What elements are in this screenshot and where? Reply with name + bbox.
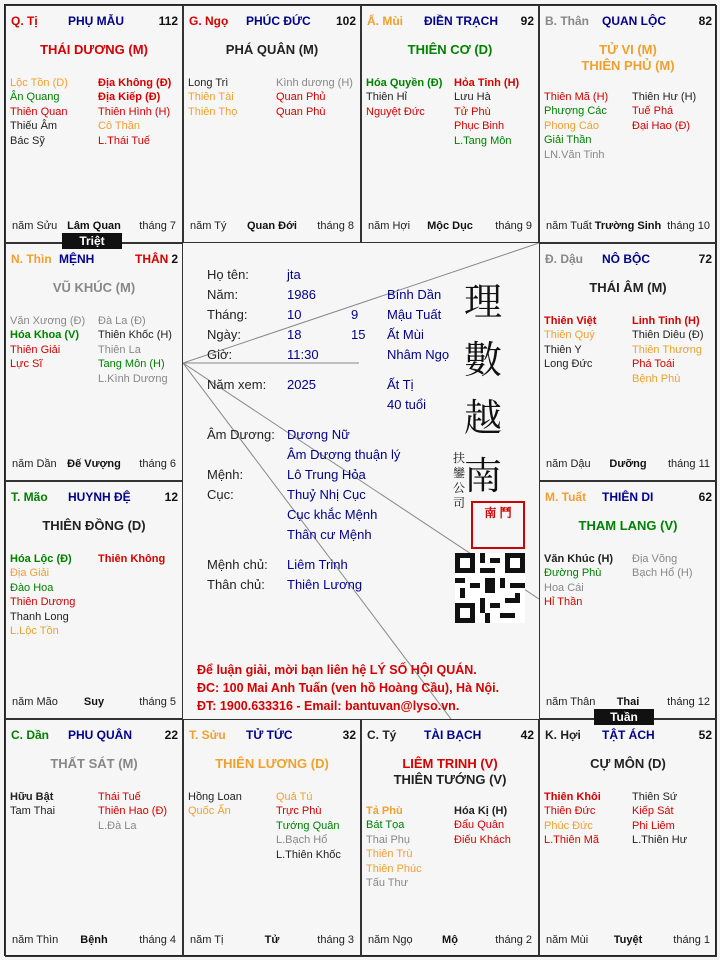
minor-star: L.Kình Dương: [98, 372, 168, 385]
cuc-value: Thuỷ Nhị Cục: [287, 487, 366, 502]
palace-month: tháng 1: [673, 934, 710, 946]
minor-star: Thai Phụ: [366, 833, 411, 846]
view-year-can: Ất Tị: [387, 377, 414, 392]
palace-life-stage: Tuyệt: [613, 934, 643, 946]
minor-star: Điếu Khách: [454, 833, 511, 846]
minor-star: Thiên Hỉ: [366, 91, 407, 104]
palace-branch: B. Thân: [545, 14, 589, 28]
day-can: Ất Mùi: [387, 327, 424, 342]
palace-life-stage: Tử: [264, 934, 280, 946]
minor-star: Thiên Sứ: [632, 791, 678, 803]
palace-month: tháng 6: [139, 458, 176, 470]
left-stars: [10, 790, 55, 819]
palace-branch: N. Thìn: [11, 252, 52, 266]
minor-star: Địa Võng: [632, 553, 678, 565]
minor-star: L.Thiên Mã: [544, 834, 600, 847]
cuc-note-2: Thân cư Mệnh: [287, 527, 372, 542]
calligraphy-char-4: 南: [463, 454, 502, 498]
minor-star: Địa Không (Đ): [98, 77, 172, 89]
main-star: THIÊN CƠ (D): [407, 42, 493, 57]
palace-tuat: [539, 481, 717, 719]
palace-name: TẬT ÁCH: [602, 728, 655, 742]
minor-star: L.Thái Tuế: [98, 134, 150, 147]
amduong-value: Dương Nữ: [287, 427, 350, 442]
minor-star: Lực Sĩ: [10, 358, 43, 371]
main-stars: [540, 756, 716, 772]
month-label: Tháng:: [207, 307, 248, 322]
minor-star: Long Đức: [544, 358, 593, 371]
minor-star: Hữu Bật: [10, 791, 54, 803]
minor-star: Thiếu Âm: [10, 120, 58, 133]
minor-star: Thiên Khốc (H): [98, 329, 172, 342]
palace-number: 12: [164, 490, 178, 504]
menh-label: Mệnh:: [207, 467, 244, 482]
minor-star: Thiên Dương: [10, 596, 76, 609]
day-lunar: 15: [351, 327, 366, 342]
palace-age-year: năm Hợi: [368, 220, 411, 232]
palace-header: [189, 14, 356, 30]
main-stars: [184, 42, 360, 58]
palace-branch: Ấ. Mùi: [367, 14, 403, 28]
palace-ty: [5, 5, 183, 243]
triet-badge: Triệt: [62, 233, 122, 249]
palace-month: tháng 2: [495, 934, 532, 946]
palace-month: tháng 8: [317, 220, 354, 232]
main-star: CỰ MÔN (D): [590, 756, 666, 771]
name-value: jta: [287, 267, 301, 282]
palace-branch: Đ. Dậu: [545, 252, 584, 266]
minor-star: Hoa Cái: [544, 581, 584, 594]
minor-star: Bạch Hổ (H): [632, 567, 693, 580]
palace-branch: M. Tuất: [545, 490, 587, 504]
calligraphy-char-1: 理: [463, 280, 502, 324]
palace-dau: [539, 243, 717, 481]
minor-star: Thiên Quan: [10, 105, 68, 118]
palace-header: [189, 728, 356, 744]
palace-header: [11, 728, 178, 744]
palace-ty2: [361, 719, 539, 957]
minor-star: Quả Tú: [276, 791, 313, 803]
minor-star: Tam Thai: [10, 805, 56, 818]
palace-thin: [5, 243, 183, 481]
palace-header: [367, 14, 534, 30]
main-star: VŨ KHÚC (M): [52, 280, 136, 295]
main-star: THẤT SÁT (M): [50, 756, 138, 771]
year-value: 1986: [287, 287, 316, 302]
contact-line-2: ĐC: 100 Mai Anh Tuấn (ven hồ Hoàng Cầu), Hà Nội.: [197, 681, 500, 695]
minor-star: Thiên Giải: [10, 343, 61, 356]
right-stars: [98, 76, 171, 148]
minor-star: Tử Phù: [454, 105, 491, 118]
minor-star: L.Bạch Hổ: [276, 834, 328, 847]
main-stars: [362, 756, 538, 788]
minor-star: Hóa Kị (H): [454, 805, 508, 817]
view-year-value: 2025: [287, 377, 316, 392]
hour-can: Nhâm Ngọ: [387, 347, 450, 362]
right-stars: [98, 790, 167, 833]
minor-star: Phi Liêm: [632, 819, 675, 832]
contact-line-1: Để luận giải, mời bạn liên hệ LÝ SỐ HỘI QUÁN.: [197, 663, 477, 677]
palace-footer: [362, 220, 538, 234]
right-stars: [632, 552, 693, 581]
palace-number: 32: [342, 728, 356, 742]
minor-star: Lộc Tồn (D): [10, 77, 68, 89]
minor-star: Thiên La: [98, 343, 141, 356]
palace-mao: [5, 481, 183, 719]
menhchu-label: Mệnh chủ:: [207, 557, 268, 572]
minor-star: Tả Phù: [366, 805, 403, 817]
palace-header: [545, 490, 712, 506]
minor-star: Thiên Phúc: [366, 862, 422, 875]
minor-star: Hóa Lộc (Đ): [10, 553, 72, 565]
left-stars: [366, 76, 442, 119]
left-stars: [10, 76, 68, 148]
main-stars: [540, 42, 716, 74]
palace-age-year: năm Tị: [190, 934, 224, 946]
palace-footer: [540, 934, 716, 948]
palace-month: tháng 10: [667, 220, 710, 232]
day-label: Ngày:: [207, 327, 241, 342]
palace-branch: C. Tý: [367, 728, 397, 742]
minor-star: Văn Khúc (H): [544, 553, 614, 565]
cuc-label: Cục:: [207, 487, 234, 502]
calligraphy-char-2: 數: [463, 338, 502, 382]
palace-branch: K. Hợi: [545, 728, 581, 742]
minor-star: Đại Hao (Đ): [632, 119, 691, 132]
minor-star: Thái Tuế: [98, 791, 141, 803]
minor-star: Quan Phù: [276, 105, 326, 118]
month-lunar: 9: [351, 307, 359, 322]
palace-footer: [6, 458, 182, 472]
minor-star: Hóa Khoa (V): [10, 329, 80, 342]
palace-footer: [184, 220, 360, 234]
calligraphy-char-3: 越: [463, 396, 502, 440]
small-vertical-chars: 扶 鑾 公 司: [453, 451, 466, 510]
palace-header: [545, 728, 712, 744]
minor-star: Thiên Không: [98, 553, 166, 565]
minor-star: Tuế Phá: [632, 105, 674, 118]
palace-life-stage: Đế Vượng: [67, 458, 121, 470]
minor-star: Thiên Tài: [188, 91, 234, 104]
minor-star: Bát Tọa: [366, 819, 405, 832]
month-value: 10: [287, 307, 302, 322]
palace-footer: [6, 934, 182, 948]
minor-star: Hỉ Thần: [544, 596, 583, 609]
hour-value: 11:30: [287, 347, 319, 362]
month-can: Mậu Tuất: [387, 307, 442, 322]
year-label: Năm:: [207, 287, 239, 302]
palace-footer: [540, 458, 716, 472]
palace-branch: G. Ngọ: [189, 14, 229, 28]
minor-star: Địa Giải: [10, 567, 50, 580]
main-star: THÁI DƯƠNG (M): [40, 42, 148, 57]
minor-star: Phá Toái: [632, 358, 675, 371]
palace-name: TÀI BẠCH: [424, 728, 482, 742]
contact-line-3: ĐT: 1900.633316 - Email: bantuvan@lyso.vn.: [197, 699, 460, 713]
tuan-badge: Tuần: [594, 709, 654, 725]
palace-hoi: [539, 719, 717, 957]
palace-age-year: năm Tý: [190, 220, 227, 232]
thanchu-label: Thân chủ:: [207, 577, 265, 592]
minor-star: Phong Cáo: [544, 119, 600, 132]
view-year-label: Năm xem:: [207, 377, 267, 392]
main-stars: [6, 280, 182, 296]
minor-star: Thiên Khôi: [544, 791, 601, 803]
left-stars: [188, 790, 242, 819]
palace-life-stage: Thai: [616, 696, 640, 708]
right-stars: [632, 314, 704, 386]
palace-branch: Q. Tị: [11, 14, 38, 28]
palace-age-year: năm Ngọ: [368, 934, 413, 946]
palace-branch: C. Dần: [11, 728, 50, 742]
main-star: TỬ VI (M): [599, 42, 657, 57]
right-stars: [632, 790, 687, 848]
palace-number: 102: [335, 14, 356, 28]
minor-star: Giải Thần: [544, 134, 592, 147]
palace-footer: [362, 934, 538, 948]
right-stars: [98, 552, 165, 566]
minor-star: Thiên Hao (Đ): [98, 805, 168, 818]
day-value: 18: [287, 327, 302, 342]
palace-name: PHU QUÂN: [68, 728, 133, 742]
minor-star: Nguyệt Đức: [366, 105, 425, 118]
right-stars: [276, 790, 341, 862]
minor-star: Hỏa Tinh (H): [454, 77, 520, 89]
palace-month: tháng 11: [667, 458, 710, 470]
minor-star: L.Tang Môn: [454, 134, 512, 147]
palace-footer: [184, 934, 360, 948]
minor-star: Thiên Mã (H): [544, 91, 609, 103]
palace-footer: [6, 696, 182, 710]
main-star: THIÊN TƯỚNG (V): [393, 772, 507, 787]
minor-star: Hồng Loan: [188, 791, 242, 803]
palace-header: [545, 14, 712, 30]
palace-header: [11, 490, 178, 506]
minor-star: Cô Thần: [98, 120, 140, 133]
minor-star: Thiên Thọ: [188, 105, 238, 118]
palace-number: 72: [698, 252, 712, 266]
minor-star: L.Lộc Tồn: [10, 625, 59, 638]
palace-age-year: năm Dậu: [546, 458, 591, 470]
palace-name: QUAN LỘC: [602, 14, 666, 28]
palace-age-year: năm Thìn: [12, 934, 59, 946]
main-stars: [184, 756, 360, 772]
palace-month: tháng 4: [139, 934, 176, 946]
red-seal-stamp: 南 鬥: [471, 501, 525, 549]
minor-star: L.Thiên Hư: [632, 834, 688, 847]
palace-name: TỬ TỨC: [246, 728, 293, 742]
palace-number: 92: [520, 14, 534, 28]
menhchu-value: Liêm Trinh: [287, 557, 348, 572]
palace-number: 22: [164, 728, 178, 742]
main-star: THIÊN PHỦ (M): [581, 58, 675, 73]
qr-code-icon: [455, 553, 525, 623]
age-value: 40 tuổi: [387, 397, 427, 412]
palace-age-year: năm Mão: [12, 696, 58, 708]
palace-dan: [5, 719, 183, 957]
palace-month: tháng 7: [139, 220, 176, 232]
palace-name: PHÚC ĐỨC: [246, 14, 311, 28]
palace-name: HUYNH ĐỆ: [68, 490, 131, 504]
center-info-panel: [183, 243, 539, 719]
thanchu-value: Thiên Lương: [287, 577, 363, 592]
main-star: LIÊM TRINH (V): [402, 756, 498, 771]
minor-star: L.Thiên Khốc: [276, 848, 341, 861]
palace-header: [11, 252, 178, 268]
palace-than: [539, 5, 717, 243]
minor-star: Tang Môn (H): [98, 358, 165, 371]
palace-month: tháng 12: [667, 696, 710, 708]
palace-name: PHỤ MẪU: [68, 14, 124, 28]
cuc-note: Cục khắc Mệnh: [287, 507, 378, 522]
minor-star: Địa Kiếp (Đ): [98, 91, 161, 104]
minor-star: Long Trì: [188, 77, 229, 89]
minor-star: Đà La (Đ): [98, 315, 146, 327]
palace-life-stage: Bệnh: [80, 934, 108, 946]
minor-star: Kình dương (H): [276, 77, 353, 89]
palace-branch: T. Sửu: [189, 728, 226, 742]
palace-name: NÔ BỘC: [602, 252, 650, 266]
minor-star: Tướng Quân: [276, 819, 340, 832]
amduong-label: Âm Dương:: [207, 427, 275, 442]
minor-star: Lưu Hà: [454, 91, 491, 104]
minor-star: Đường Phù: [544, 567, 602, 580]
minor-star: Thiên Y: [544, 343, 582, 356]
palace-suu: [183, 719, 361, 957]
minor-star: Thiên Diêu (Đ): [632, 329, 704, 342]
minor-star: Thiên Thương: [632, 343, 703, 356]
minor-star: Quốc Ấn: [188, 805, 231, 818]
palace-age-year: năm Thân: [546, 696, 596, 708]
minor-star: Phượng Các: [544, 105, 607, 118]
left-stars: [544, 314, 596, 372]
palace-header: [367, 728, 534, 744]
hour-label: Giờ:: [207, 347, 233, 362]
minor-star: Bệnh Phù: [632, 372, 681, 385]
minor-star: Kiếp Sát: [632, 805, 674, 818]
minor-star: L.Đà La: [98, 819, 137, 832]
main-star: THÁI ÂM (M): [589, 280, 667, 295]
palace-age-year: năm Dần: [12, 458, 57, 470]
palace-footer: [540, 696, 716, 710]
right-stars: [454, 804, 511, 847]
main-stars: [6, 42, 182, 58]
palace-ngo: [183, 5, 361, 243]
palace-number: 42: [520, 728, 534, 742]
palace-branch: T. Mão: [11, 490, 48, 504]
left-stars: [366, 804, 422, 890]
palace-life-stage: Quan Đới: [247, 220, 297, 232]
main-stars: [6, 518, 182, 534]
right-stars: [98, 314, 172, 386]
minor-star: Thiên Trù: [366, 848, 413, 861]
minor-star: Thiên Hư (H): [632, 91, 697, 103]
main-stars: [540, 518, 716, 534]
minor-star: Linh Tinh (H): [632, 315, 700, 327]
palace-age-year: năm Tuất: [546, 220, 592, 232]
palace-number: 2: [171, 252, 178, 266]
left-stars: [10, 314, 85, 372]
main-star: THAM LANG (V): [578, 518, 678, 533]
palace-number: 112: [158, 14, 178, 28]
menh-value: Lô Trung Hỏa: [287, 467, 366, 482]
minor-star: Quan Phủ: [276, 91, 326, 104]
palace-name: ĐIỀN TRẠCH: [424, 14, 498, 28]
palace-mui: [361, 5, 539, 243]
left-stars: [10, 552, 75, 638]
palace-month: tháng 5: [139, 696, 176, 708]
minor-star: Trực Phù: [276, 805, 322, 818]
minor-star: Thanh Long: [10, 610, 69, 623]
palace-footer: [540, 220, 716, 234]
minor-star: Phúc Đức: [544, 819, 593, 832]
left-stars: [544, 790, 601, 848]
left-stars: [544, 90, 608, 162]
year-can: Bính Dần: [387, 287, 442, 302]
palace-life-stage: Dưỡng: [609, 458, 647, 470]
right-stars: [454, 76, 519, 148]
right-stars: [276, 76, 353, 119]
main-stars: [540, 280, 716, 296]
minor-star: Ân Quang: [10, 91, 60, 104]
right-stars: [632, 90, 696, 133]
palace-name: MỆNH: [59, 252, 95, 266]
palace-header: [11, 14, 178, 30]
palace-age-year: năm Sửu: [12, 220, 58, 232]
palace-month: tháng 3: [317, 934, 354, 946]
palace-header: [545, 252, 712, 268]
main-stars: [6, 756, 182, 772]
palace-life-stage: Trường Sinh: [594, 220, 662, 232]
palace-life-stage: Mộ: [442, 934, 458, 946]
main-star: PHÁ QUÂN (M): [225, 42, 319, 57]
minor-star: Văn Xương (Đ): [10, 315, 86, 327]
minor-star: Hóa Quyền (Đ): [366, 77, 443, 89]
palace-month: tháng 9: [495, 220, 532, 232]
palace-name: THIÊN DI: [602, 490, 654, 504]
main-star: THIÊN ĐỒNG (D): [42, 518, 146, 533]
minor-star: Thiên Quý: [544, 329, 595, 342]
amduong-note: Âm Dương thuận lý: [287, 447, 401, 462]
name-label: Họ tên:: [207, 267, 249, 282]
left-stars: [188, 76, 237, 119]
left-stars: [544, 552, 613, 610]
palace-age-year: năm Mùi: [546, 934, 589, 946]
minor-star: Đẩu Quân: [454, 819, 505, 832]
minor-star: Bác Sỹ: [10, 134, 45, 147]
minor-star: Thiên Hình (H): [98, 105, 171, 118]
palace-number: 62: [698, 490, 712, 504]
palace-number: 82: [698, 14, 712, 28]
palace-life-stage: Suy: [83, 696, 105, 708]
main-star: THIÊN LƯƠNG (D): [215, 756, 329, 771]
minor-star: Tấu Thư: [366, 877, 409, 890]
palace-footer: [6, 220, 182, 234]
minor-star: Thiên Việt: [544, 315, 597, 327]
minor-star: LN.Văn Tinh: [544, 148, 605, 161]
palace-life-stage: Lâm Quan: [67, 220, 121, 232]
minor-star: Phục Binh: [454, 120, 505, 133]
palace-number: 52: [698, 728, 712, 742]
horoscope-chart: [4, 4, 716, 956]
minor-star: Đào Hoa: [10, 581, 54, 594]
palace-than-marker: THÂN: [135, 252, 169, 266]
main-stars: [362, 42, 538, 58]
minor-star: Thiên Đức: [544, 805, 596, 818]
palace-life-stage: Mộc Dục: [427, 220, 473, 232]
